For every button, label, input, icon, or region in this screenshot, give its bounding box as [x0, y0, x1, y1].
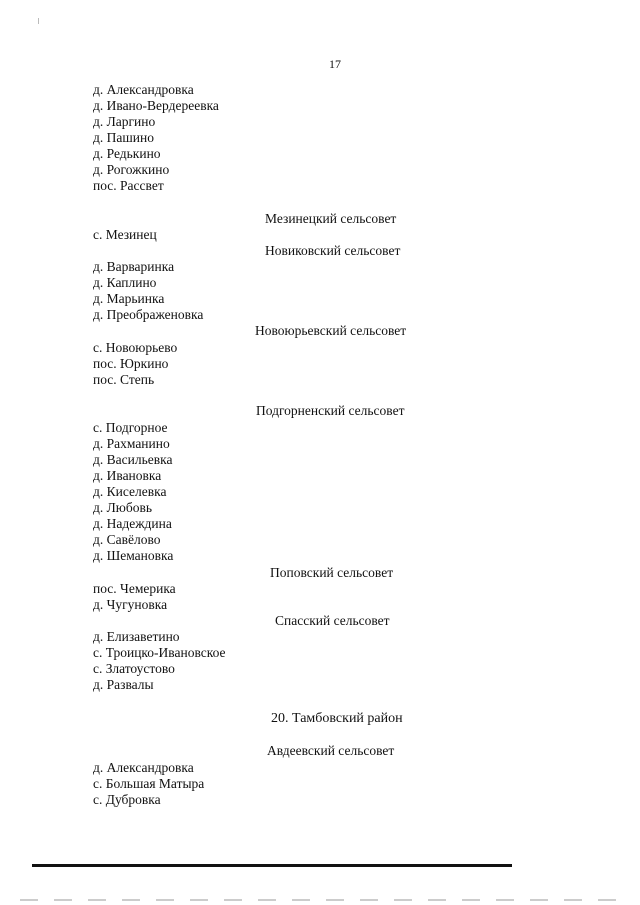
settlement-item: д. Киселевка [93, 484, 167, 499]
settlement-item: д. Чугуновка [93, 597, 168, 612]
settlement-item: д. Шемановка [93, 548, 174, 563]
settlement-item: д. Ларгино [93, 114, 156, 129]
settlement-item: д. Савёлово [93, 532, 161, 547]
council-heading: Новиковский сельсовет [265, 243, 401, 258]
district-heading: 20. Тамбовский район [271, 711, 403, 726]
settlement-item: с. Златоустово [93, 661, 175, 676]
settlement-item: д. Варваринка [93, 259, 175, 274]
settlement-item: д. Рахманино [93, 436, 170, 451]
settlement-item: с. Дубровка [93, 792, 161, 807]
settlement-item: д. Редькино [93, 146, 161, 161]
settlement-item: с. Троицко-Ивановское [93, 645, 226, 660]
settlement-item: д. Рогожкино [93, 162, 170, 177]
settlement-item: д. Пашино [93, 130, 154, 145]
settlement-item: пос. Чемерика [93, 581, 176, 596]
council-heading: Авдеевский сельсовет [267, 743, 395, 758]
settlement-item: д. Каплино [93, 275, 157, 290]
settlement-item: пос. Рассвет [93, 178, 164, 193]
settlement-item: с. Новоюрьево [93, 340, 178, 355]
settlement-item: с. Большая Матыра [93, 776, 205, 791]
settlement-item: с. Мезинец [93, 227, 157, 242]
settlement-item: д. Надеждина [93, 516, 172, 531]
council-heading: Поповский сельсовет [270, 565, 394, 580]
council-heading: Спасский сельсовет [275, 613, 390, 628]
settlement-item: д. Ивановка [93, 468, 162, 483]
scan-artifact-bottom [20, 899, 620, 901]
settlement-item: д. Елизаветино [93, 629, 180, 644]
council-heading: Новоюрьевский сельсовет [255, 323, 407, 338]
settlement-item: д. Александровка [93, 760, 194, 775]
settlement-item: д. Александровка [93, 82, 194, 97]
settlement-item: д. Развалы [93, 677, 154, 692]
settlement-item: пос. Степь [93, 372, 155, 387]
scan-artifact [38, 18, 39, 24]
settlement-item: д. Марьинка [93, 291, 165, 306]
settlement-item: д. Васильевка [93, 452, 173, 467]
settlement-item: д. Преображеновка [93, 307, 204, 322]
page-number: 17 [329, 57, 341, 71]
bottom-rule [32, 864, 512, 867]
settlement-item: с. Подгорное [93, 420, 168, 435]
settlement-item: д. Любовь [93, 500, 153, 515]
council-heading: Подгорненский сельсовет [256, 403, 405, 418]
settlement-item: пос. Юркино [93, 356, 169, 371]
settlement-item: д. Ивано-Вердереевка [93, 98, 219, 113]
council-heading: Мезинецкий сельсовет [265, 211, 397, 226]
